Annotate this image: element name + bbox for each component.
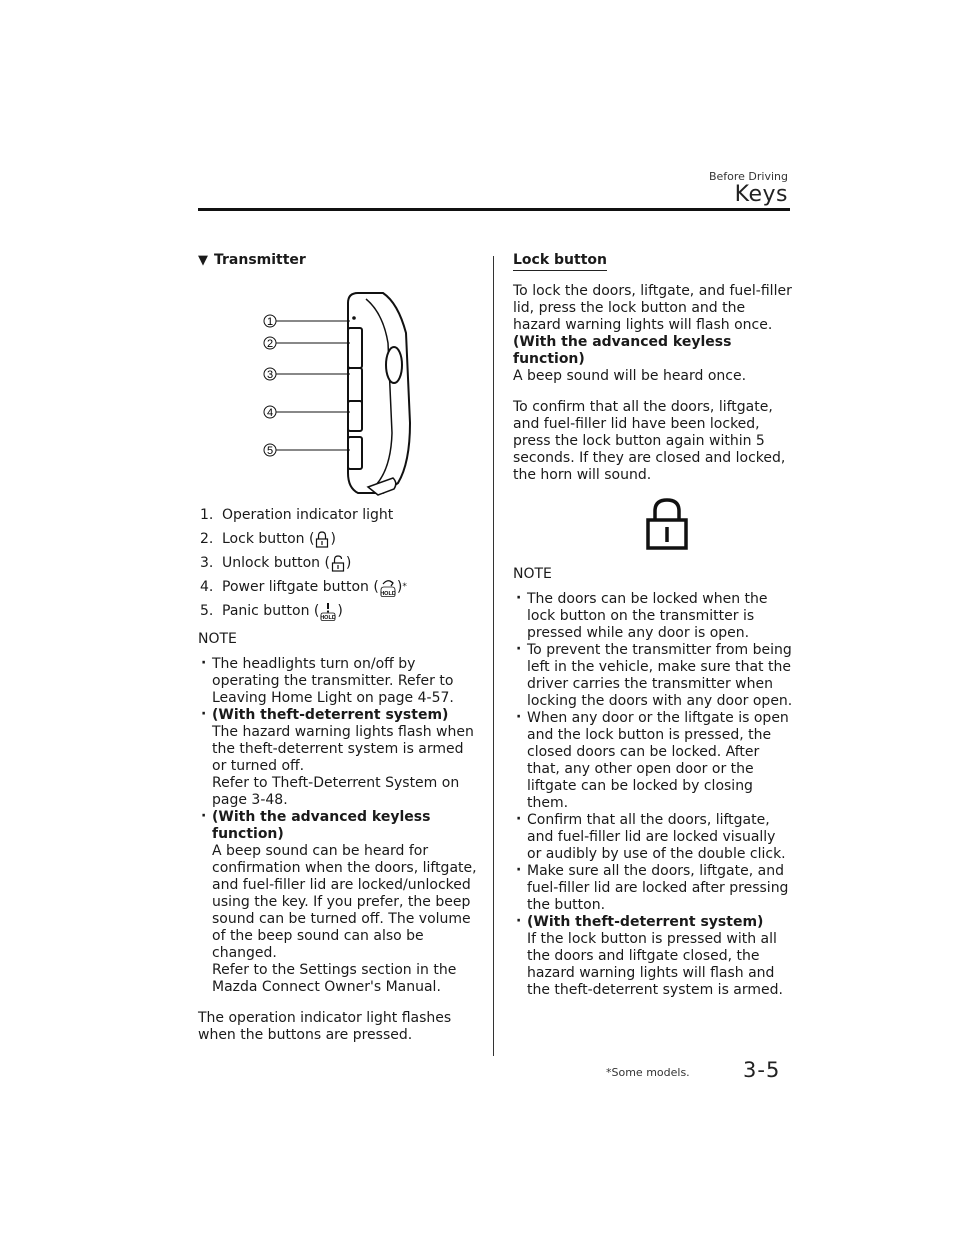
list-item: · (With the advanced keyless function) A beep sound can be heard for confirmation when the doors, liftgate, and fuel-filler lid are locked/unlocked using the key. If you prefer, the beep sound can be turned off. The volume of the beep sound can also be changed. Refer to the Settings section in the Mazda Connect Owner's Manual. (198, 809, 478, 996)
list-item: · Make sure all the doors, liftgate, and fuel-filler lid are locked after pressing the button. (513, 863, 793, 914)
lock-note-label: NOTE (513, 566, 552, 582)
lock-paragraph-1: To lock the doors, liftgate, and fuel-filler lid, press the lock button and the hazard warning lights will flash once. (With the advanced keyless function) A beep sound will be heard once. (513, 283, 792, 384)
header-section: Before Driving (708, 170, 788, 183)
lock-button-heading: Lock button (513, 252, 607, 271)
transmitter-heading (198, 252, 478, 269)
unlock-icon (331, 555, 345, 572)
lock-icon (315, 531, 329, 548)
list-item: · The doors can be locked when the lock button on the transmitter is pressed while any door is open. (513, 591, 793, 642)
footnote: *Some models. (606, 1066, 690, 1079)
list-item: 3. Unlock button ( ) (200, 554, 352, 571)
list-item: 4. Power liftgate button ( HOLD ) * (200, 578, 407, 597)
list-item: 5. Panic button ( HOLD ) (200, 602, 343, 621)
svg-text:HOLD: HOLD (380, 590, 396, 597)
lock-button-figure (541, 498, 793, 550)
transmitter-heading-text: Transmitter (214, 252, 306, 268)
callout-3: 3 (266, 369, 274, 381)
lock-note-list (513, 591, 793, 999)
callout-2: 2 (266, 338, 274, 350)
panic-hold-icon (320, 602, 336, 621)
list-item: · The headlights turn on/off by operating the transmitter. Refer to Leaving Home Light on page 4-57. (198, 656, 478, 707)
some-models-marker: * (402, 581, 407, 592)
left-column (198, 252, 478, 1044)
header-rule (198, 208, 790, 211)
list-item: 1. Operation indicator light (200, 506, 394, 523)
transmitter-figure (198, 273, 478, 503)
svg-text:HOLD: HOLD (320, 614, 337, 621)
note-list (198, 656, 478, 996)
lock-paragraph-2: To confirm that all the doors, liftgate, and fuel-filler lid have been locked, press the lock button again within 5 seconds. If they are closed and locked, the horn will sound. (513, 399, 786, 483)
list-item: · When any door or the liftgate is open and the lock button is pressed, the closed doors can be locked. After that, any other open door or the liftgate can be locked by closing them. (513, 710, 793, 812)
transmitter-illustration (198, 273, 478, 503)
list-item: · (With theft-deterrent system) The hazard warning lights flash when the theft-deterrent system is armed or turned off. Refer to Theft-Deterrent System on page 3-48. (198, 707, 478, 809)
callout-4: 4 (266, 407, 274, 419)
list-item: 2. Lock button ( ) (200, 530, 336, 547)
right-column (513, 252, 793, 999)
note-label: NOTE (198, 631, 237, 647)
list-item: · (With theft-deterrent system) If the lock button is pressed with all the doors and liftgate closed, the hazard warning lights will flash and the theft-deterrent system is armed. (513, 914, 793, 999)
callout-1: 1 (266, 316, 274, 328)
triangle-marker-icon: ▼ (198, 253, 208, 268)
header-title: Keys (734, 182, 788, 207)
button-list (198, 503, 478, 623)
list-item: · To prevent the transmitter from being left in the vehicle, make sure that the driver carries the transmitter when locking the doors with any door open. (513, 642, 793, 710)
liftgate-hold-icon (380, 578, 396, 597)
closing-paragraph: The operation indicator light flashes when the buttons are pressed. (198, 1010, 452, 1043)
column-divider (493, 256, 494, 1056)
callout-5: 5 (266, 445, 274, 457)
page-number: 3-5 (743, 1058, 781, 1082)
list-item: · Confirm that all the doors, liftgate, and fuel-filler lid are locked visually or audibly by use of the double click. (513, 812, 793, 863)
lock-icon (645, 498, 689, 550)
